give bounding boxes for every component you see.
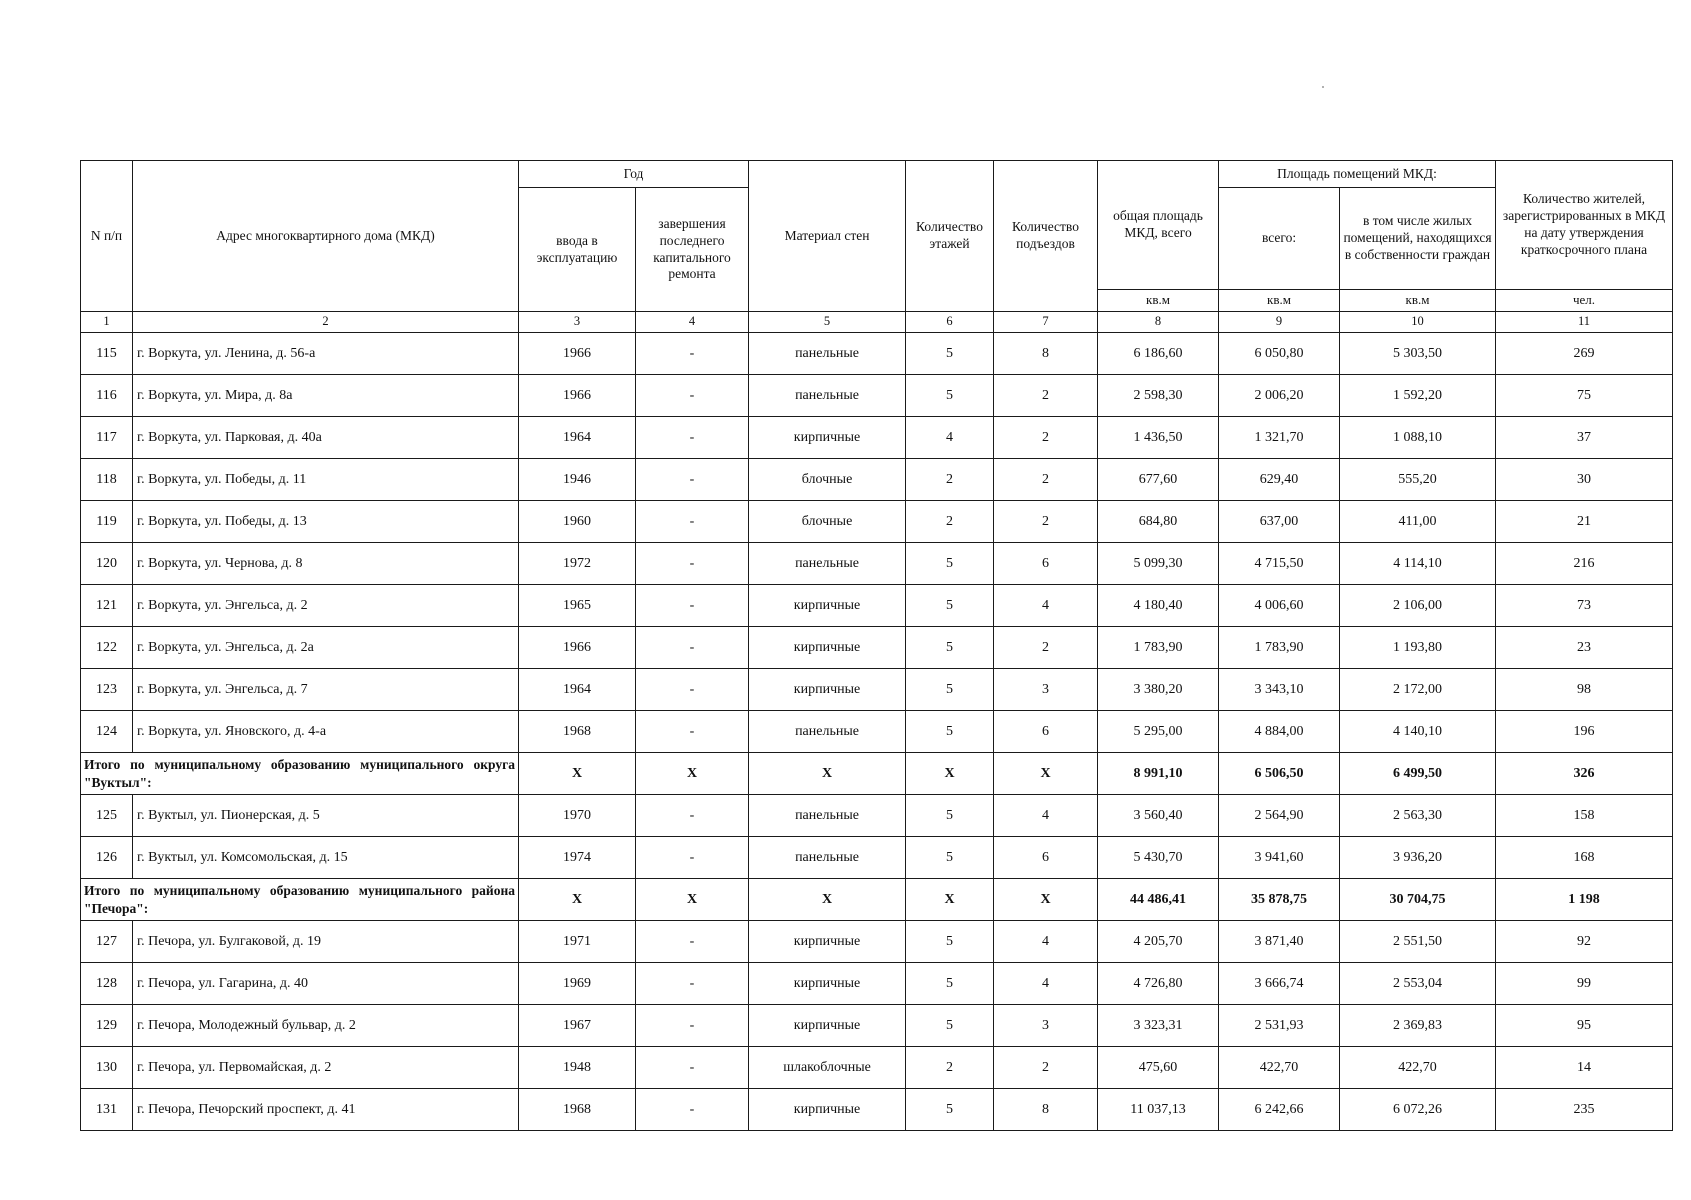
cell-premises-total: 2 006,20 (1219, 375, 1340, 417)
cell-floors: 5 (906, 837, 994, 879)
cell-entrances: 6 (994, 837, 1098, 879)
cell-premises-total: 3 343,10 (1219, 669, 1340, 711)
cell-n: 127 (81, 921, 133, 963)
unit-premises-private: кв.м (1340, 290, 1496, 312)
cell-premises-private: 4 114,10 (1340, 543, 1496, 585)
cell-year-repair: - (636, 837, 749, 879)
cell-residents: 75 (1496, 375, 1673, 417)
cell-year-repair: - (636, 921, 749, 963)
cell-address: г. Воркута, ул. Энгельса, д. 7 (133, 669, 519, 711)
table-row (81, 711, 1673, 753)
header-floors: Количество этажей (906, 161, 994, 312)
cell-premises-private: 422,70 (1340, 1047, 1496, 1089)
cell-address: г. Воркута, ул. Яновского, д. 4-а (133, 711, 519, 753)
header-year-commission: ввода в эксплуатацию (519, 188, 636, 312)
cell-n: 120 (81, 543, 133, 585)
column-number: 4 (636, 312, 749, 333)
cell-n: 118 (81, 459, 133, 501)
cell-total-area: 1 783,90 (1098, 627, 1219, 669)
table-row (81, 837, 1673, 879)
cell-address: г. Воркута, ул. Ленина, д. 56-а (133, 333, 519, 375)
cell-year-commission: 1968 (519, 1089, 636, 1131)
table-row (81, 795, 1673, 837)
cell-premises-private: 2 172,00 (1340, 669, 1496, 711)
table-row (81, 1005, 1673, 1047)
cell-wall-material: панельные (749, 711, 906, 753)
cell-premises-private: 2 553,04 (1340, 963, 1496, 1005)
cell-wall-material: панельные (749, 333, 906, 375)
header-total-area: общая площадь МКД, всего (1098, 161, 1219, 290)
total-cell-premises-total: 6 506,50 (1219, 753, 1340, 795)
cell-premises-total: 1 783,90 (1219, 627, 1340, 669)
cell-floors: 5 (906, 921, 994, 963)
table-row (81, 1089, 1673, 1131)
cell-total-area: 5 430,70 (1098, 837, 1219, 879)
header-premises-private: в том числе жилых помещений, находящихся в собственности граждан (1340, 188, 1496, 290)
cell-entrances: 3 (994, 1005, 1098, 1047)
total-cell-total-area: 44 486,41 (1098, 879, 1219, 921)
column-number: 9 (1219, 312, 1340, 333)
cell-floors: 4 (906, 417, 994, 459)
cell-address: г. Печора, Печорский проспект, д. 41 (133, 1089, 519, 1131)
total-cell-floors: X (906, 753, 994, 795)
cell-premises-private: 2 563,30 (1340, 795, 1496, 837)
cell-year-repair: - (636, 711, 749, 753)
cell-entrances: 2 (994, 375, 1098, 417)
cell-n: 124 (81, 711, 133, 753)
cell-entrances: 2 (994, 459, 1098, 501)
cell-entrances: 3 (994, 669, 1098, 711)
cell-year-repair: - (636, 459, 749, 501)
cell-wall-material: панельные (749, 795, 906, 837)
cell-residents: 158 (1496, 795, 1673, 837)
cell-residents: 95 (1496, 1005, 1673, 1047)
cell-n: 122 (81, 627, 133, 669)
cell-year-repair: - (636, 501, 749, 543)
cell-premises-private: 1 592,20 (1340, 375, 1496, 417)
cell-year-repair: - (636, 1047, 749, 1089)
total-cell-total-area: 8 991,10 (1098, 753, 1219, 795)
cell-n: 125 (81, 795, 133, 837)
cell-total-area: 3 380,20 (1098, 669, 1219, 711)
cell-residents: 99 (1496, 963, 1673, 1005)
total-row (81, 753, 1673, 795)
column-number: 1 (81, 312, 133, 333)
column-number: 7 (994, 312, 1098, 333)
cell-premises-private: 4 140,10 (1340, 711, 1496, 753)
cell-total-area: 5 099,30 (1098, 543, 1219, 585)
cell-n: 128 (81, 963, 133, 1005)
cell-floors: 5 (906, 585, 994, 627)
table-row (81, 1047, 1673, 1089)
total-cell-year-commission: X (519, 753, 636, 795)
total-cell-year-repair: X (636, 753, 749, 795)
header-premises-area: Площадь помещений МКД: (1219, 161, 1496, 188)
total-row (81, 879, 1673, 921)
table-row (81, 375, 1673, 417)
column-number-row (81, 312, 1673, 333)
cell-address: г. Вуктыл, ул. Пионерская, д. 5 (133, 795, 519, 837)
total-cell-year-commission: X (519, 879, 636, 921)
cell-year-repair: - (636, 1005, 749, 1047)
cell-year-commission: 1965 (519, 585, 636, 627)
cell-premises-total: 3 666,74 (1219, 963, 1340, 1005)
cell-premises-total: 2 564,90 (1219, 795, 1340, 837)
cell-n: 121 (81, 585, 133, 627)
table-row (81, 501, 1673, 543)
cell-year-commission: 1971 (519, 921, 636, 963)
column-number: 3 (519, 312, 636, 333)
cell-wall-material: кирпичные (749, 1089, 906, 1131)
cell-total-area: 2 598,30 (1098, 375, 1219, 417)
header-year-repair: завершения последнего капитального ремонта (636, 188, 749, 312)
cell-residents: 73 (1496, 585, 1673, 627)
cell-year-commission: 1968 (519, 711, 636, 753)
cell-premises-private: 5 303,50 (1340, 333, 1496, 375)
cell-premises-total: 2 531,93 (1219, 1005, 1340, 1047)
cell-premises-private: 6 072,26 (1340, 1089, 1496, 1131)
total-cell-wall-material: X (749, 753, 906, 795)
cell-year-repair: - (636, 1089, 749, 1131)
cell-floors: 5 (906, 627, 994, 669)
total-cell-residents: 1 198 (1496, 879, 1673, 921)
table-row (81, 585, 1673, 627)
cell-n: 117 (81, 417, 133, 459)
cell-n: 129 (81, 1005, 133, 1047)
cell-year-commission: 1966 (519, 333, 636, 375)
cell-year-repair: - (636, 585, 749, 627)
cell-total-area: 11 037,13 (1098, 1089, 1219, 1131)
cell-floors: 2 (906, 459, 994, 501)
cell-year-repair: - (636, 333, 749, 375)
cell-year-commission: 1946 (519, 459, 636, 501)
total-cell-floors: X (906, 879, 994, 921)
cell-premises-total: 6 242,66 (1219, 1089, 1340, 1131)
cell-address: г. Воркута, ул. Мира, д. 8а (133, 375, 519, 417)
table-row (81, 669, 1673, 711)
cell-entrances: 6 (994, 543, 1098, 585)
cell-address: г. Воркута, ул. Победы, д. 13 (133, 501, 519, 543)
cell-residents: 37 (1496, 417, 1673, 459)
cell-total-area: 684,80 (1098, 501, 1219, 543)
total-cell-premises-total: 35 878,75 (1219, 879, 1340, 921)
document-sheet (80, 160, 1673, 1131)
cell-address: г. Печора, Молодежный бульвар, д. 2 (133, 1005, 519, 1047)
cell-year-repair: - (636, 543, 749, 585)
cell-wall-material: кирпичные (749, 1005, 906, 1047)
cell-floors: 2 (906, 1047, 994, 1089)
cell-entrances: 2 (994, 627, 1098, 669)
cell-residents: 98 (1496, 669, 1673, 711)
cell-address: г. Печора, ул. Гагарина, д. 40 (133, 963, 519, 1005)
cell-total-area: 4 180,40 (1098, 585, 1219, 627)
cell-wall-material: кирпичные (749, 963, 906, 1005)
total-cell-entrances: X (994, 879, 1098, 921)
cell-premises-total: 3 871,40 (1219, 921, 1340, 963)
cell-address: г. Воркута, ул. Энгельса, д. 2а (133, 627, 519, 669)
cell-year-commission: 1966 (519, 375, 636, 417)
total-label: Итого по муниципальному образованию муниципального района "Печора": (81, 879, 519, 921)
cell-floors: 5 (906, 543, 994, 585)
cell-year-repair: - (636, 417, 749, 459)
cell-premises-total: 3 941,60 (1219, 837, 1340, 879)
cell-entrances: 8 (994, 333, 1098, 375)
cell-premises-total: 4 884,00 (1219, 711, 1340, 753)
cell-premises-total: 4 006,60 (1219, 585, 1340, 627)
cell-entrances: 8 (994, 1089, 1098, 1131)
cell-residents: 92 (1496, 921, 1673, 963)
total-cell-premises-private: 30 704,75 (1340, 879, 1496, 921)
cell-entrances: 4 (994, 921, 1098, 963)
cell-address: г. Вуктыл, ул. Комсомольская, д. 15 (133, 837, 519, 879)
cell-address: г. Воркута, ул. Энгельса, д. 2 (133, 585, 519, 627)
cell-n: 130 (81, 1047, 133, 1089)
header-address: Адрес многоквартирного дома (МКД) (133, 161, 519, 312)
cell-premises-total: 637,00 (1219, 501, 1340, 543)
cell-year-repair: - (636, 795, 749, 837)
cell-floors: 5 (906, 333, 994, 375)
header-wall-material: Материал стен (749, 161, 906, 312)
cell-premises-total: 1 321,70 (1219, 417, 1340, 459)
cell-year-commission: 1964 (519, 417, 636, 459)
cell-wall-material: кирпичные (749, 585, 906, 627)
total-cell-premises-private: 6 499,50 (1340, 753, 1496, 795)
cell-residents: 216 (1496, 543, 1673, 585)
cell-premises-private: 2 106,00 (1340, 585, 1496, 627)
cell-year-repair: - (636, 375, 749, 417)
cell-entrances: 2 (994, 1047, 1098, 1089)
cell-year-commission: 1960 (519, 501, 636, 543)
total-label: Итого по муниципальному образованию муниципального округа "Вуктыл": (81, 753, 519, 795)
cell-wall-material: панельные (749, 543, 906, 585)
cell-residents: 269 (1496, 333, 1673, 375)
cell-year-commission: 1974 (519, 837, 636, 879)
cell-total-area: 1 436,50 (1098, 417, 1219, 459)
cell-wall-material: кирпичные (749, 669, 906, 711)
cell-wall-material: панельные (749, 375, 906, 417)
cell-wall-material: шлакоблочные (749, 1047, 906, 1089)
cell-n: 115 (81, 333, 133, 375)
unit-residents: чел. (1496, 290, 1673, 312)
header-n: N п/п (81, 161, 133, 312)
unit-total-area: кв.м (1098, 290, 1219, 312)
cell-wall-material: кирпичные (749, 921, 906, 963)
cell-n: 119 (81, 501, 133, 543)
column-number: 6 (906, 312, 994, 333)
cell-floors: 2 (906, 501, 994, 543)
cell-total-area: 5 295,00 (1098, 711, 1219, 753)
column-number: 10 (1340, 312, 1496, 333)
cell-n: 131 (81, 1089, 133, 1131)
cell-year-repair: - (636, 627, 749, 669)
cell-year-repair: - (636, 669, 749, 711)
table-row (81, 627, 1673, 669)
cell-total-area: 4 726,80 (1098, 963, 1219, 1005)
cell-year-commission: 1964 (519, 669, 636, 711)
cell-year-commission: 1948 (519, 1047, 636, 1089)
cell-premises-private: 1 088,10 (1340, 417, 1496, 459)
cell-wall-material: панельные (749, 837, 906, 879)
cell-n: 116 (81, 375, 133, 417)
cell-floors: 5 (906, 375, 994, 417)
cell-entrances: 2 (994, 501, 1098, 543)
header-year: Год (519, 161, 749, 188)
cell-address: г. Воркута, ул. Победы, д. 11 (133, 459, 519, 501)
cell-entrances: 2 (994, 417, 1098, 459)
column-number: 11 (1496, 312, 1673, 333)
unit-premises-total: кв.м (1219, 290, 1340, 312)
header-entrances: Количество подъездов (994, 161, 1098, 312)
cell-floors: 5 (906, 1005, 994, 1047)
cell-wall-material: кирпичные (749, 627, 906, 669)
cell-floors: 5 (906, 669, 994, 711)
table-row (81, 459, 1673, 501)
cell-premises-private: 3 936,20 (1340, 837, 1496, 879)
cell-wall-material: блочные (749, 501, 906, 543)
cell-premises-total: 4 715,50 (1219, 543, 1340, 585)
cell-total-area: 4 205,70 (1098, 921, 1219, 963)
cell-premises-total: 422,70 (1219, 1047, 1340, 1089)
table-row (81, 417, 1673, 459)
cell-residents: 14 (1496, 1047, 1673, 1089)
column-number: 2 (133, 312, 519, 333)
cell-floors: 5 (906, 711, 994, 753)
cell-floors: 5 (906, 1089, 994, 1131)
total-cell-entrances: X (994, 753, 1098, 795)
cell-premises-total: 629,40 (1219, 459, 1340, 501)
cell-total-area: 6 186,60 (1098, 333, 1219, 375)
total-cell-year-repair: X (636, 879, 749, 921)
cell-total-area: 3 560,40 (1098, 795, 1219, 837)
mkd-table (80, 160, 1673, 1131)
cell-premises-private: 555,20 (1340, 459, 1496, 501)
cell-residents: 21 (1496, 501, 1673, 543)
cell-floors: 5 (906, 795, 994, 837)
cell-total-area: 677,60 (1098, 459, 1219, 501)
scan-speck (1322, 86, 1324, 88)
cell-entrances: 4 (994, 963, 1098, 1005)
table-row (81, 963, 1673, 1005)
table-row (81, 921, 1673, 963)
cell-residents: 196 (1496, 711, 1673, 753)
cell-premises-private: 2 551,50 (1340, 921, 1496, 963)
cell-address: г. Печора, ул. Первомайская, д. 2 (133, 1047, 519, 1089)
cell-year-commission: 1969 (519, 963, 636, 1005)
table-row (81, 333, 1673, 375)
cell-residents: 30 (1496, 459, 1673, 501)
cell-wall-material: кирпичные (749, 417, 906, 459)
cell-address: г. Воркута, ул. Чернова, д. 8 (133, 543, 519, 585)
cell-year-commission: 1966 (519, 627, 636, 669)
header-premises-total: всего: (1219, 188, 1340, 290)
cell-residents: 235 (1496, 1089, 1673, 1131)
cell-n: 123 (81, 669, 133, 711)
cell-entrances: 4 (994, 585, 1098, 627)
column-number: 8 (1098, 312, 1219, 333)
cell-year-commission: 1967 (519, 1005, 636, 1047)
total-cell-residents: 326 (1496, 753, 1673, 795)
cell-year-repair: - (636, 963, 749, 1005)
column-number: 5 (749, 312, 906, 333)
table-row (81, 543, 1673, 585)
cell-year-commission: 1970 (519, 795, 636, 837)
cell-residents: 168 (1496, 837, 1673, 879)
cell-premises-total: 6 050,80 (1219, 333, 1340, 375)
cell-floors: 5 (906, 963, 994, 1005)
cell-premises-private: 411,00 (1340, 501, 1496, 543)
total-cell-wall-material: X (749, 879, 906, 921)
cell-total-area: 3 323,31 (1098, 1005, 1219, 1047)
cell-n: 126 (81, 837, 133, 879)
cell-address: г. Воркута, ул. Парковая, д. 40а (133, 417, 519, 459)
cell-premises-private: 1 193,80 (1340, 627, 1496, 669)
cell-premises-private: 2 369,83 (1340, 1005, 1496, 1047)
cell-total-area: 475,60 (1098, 1047, 1219, 1089)
header-residents: Количество жителей, зарегистрированных в МКД на дату утверждения краткосрочного плана (1496, 161, 1673, 290)
cell-address: г. Печора, ул. Булгаковой, д. 19 (133, 921, 519, 963)
cell-residents: 23 (1496, 627, 1673, 669)
cell-year-commission: 1972 (519, 543, 636, 585)
cell-entrances: 4 (994, 795, 1098, 837)
cell-entrances: 6 (994, 711, 1098, 753)
cell-wall-material: блочные (749, 459, 906, 501)
